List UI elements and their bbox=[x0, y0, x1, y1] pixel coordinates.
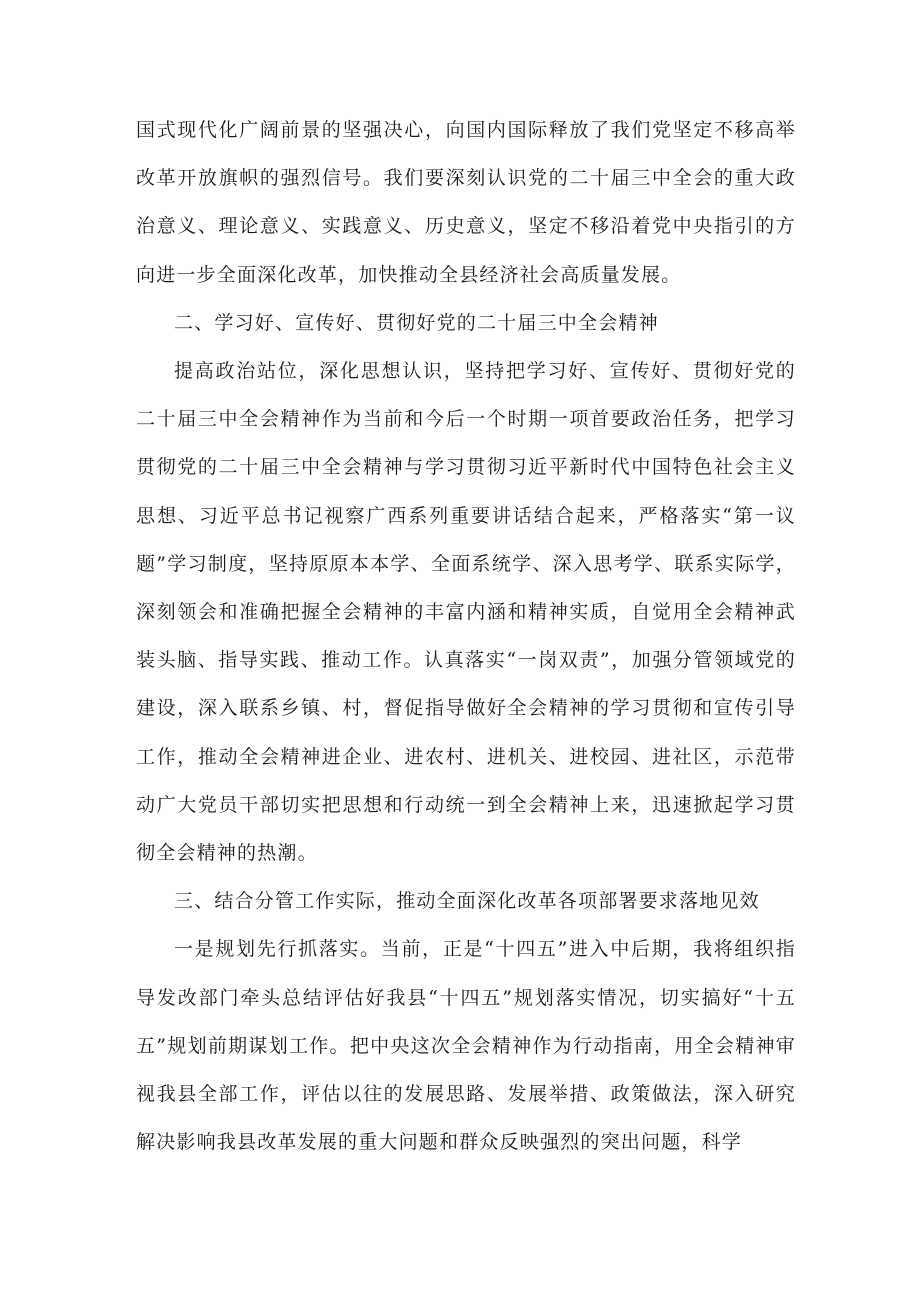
paragraph-continued: 国式现代化广阔前景的坚强决心，向国内国际释放了我们党坚定不移高举改革开放旗帜的强烈信号。我们要深刻认识党的二十届三中全会的重大政治意义、理论意义、实践意义、历史意义，坚定不移沿着党中央指引的方向进一步全面深化改革，加快推动全县经济社会高质量发展。 bbox=[136, 119, 796, 286]
paragraph-study-spirit: 提高政治站位，深化思想认识，坚持把学习好、宣传好、贯彻好党的二十届三中全会精神作为当前和今后一个时期一项首要政治任务，把学习贯彻党的二十届三中全会精神与学习贯彻习近平新时代中国特色社会主义思想、习近平总书记视察广西系列重要讲话结合起来，严格落实“第一议题”学习制度，坚持原原本本学、全面系统学、深入思考学、联系实际学，深刻领会和准确把握全会精神的丰富内涵和精神实质，自觉用全会精神武装头脑、指导实践、推动工作。认真落实“一岗双责”，加强分管领域党的建设，深入联系乡镇、村，督促指导做好全会精神的学习贯彻和宣传引导工作，推动全会精神进企业、进农村、进机关、进校园、进社区，示范带动广大党员干部切实把思想和行动统一到全会精神上来，迅速掀起学习贯彻全会精神的热潮。 bbox=[136, 360, 796, 865]
section-heading-2: 二、学习好、宣传好、贯彻好党的二十届三中全会精神 bbox=[174, 311, 659, 334]
paragraph-planning: 一是规划先行抓落实。当前，正是“十四五”进入中后期，我将组织指导发改部门牵头总结评估好我县“十四五”规划落实情况，切实搞好“十五五”规划前期谋划工作。把中央这次全会精神作为行动指南，用全会精神审视我县全部工作，评估以往的发展思路、发展举措、政策做法，深入研究解决影响我县改革发展的重大问题和群众反映强烈的突出问题，科学 bbox=[136, 938, 796, 1154]
section-heading-3: 三、结合分管工作实际，推动全面深化改革各项部署要求落地见效 bbox=[174, 890, 760, 913]
document-body bbox=[136, 106, 796, 1166]
